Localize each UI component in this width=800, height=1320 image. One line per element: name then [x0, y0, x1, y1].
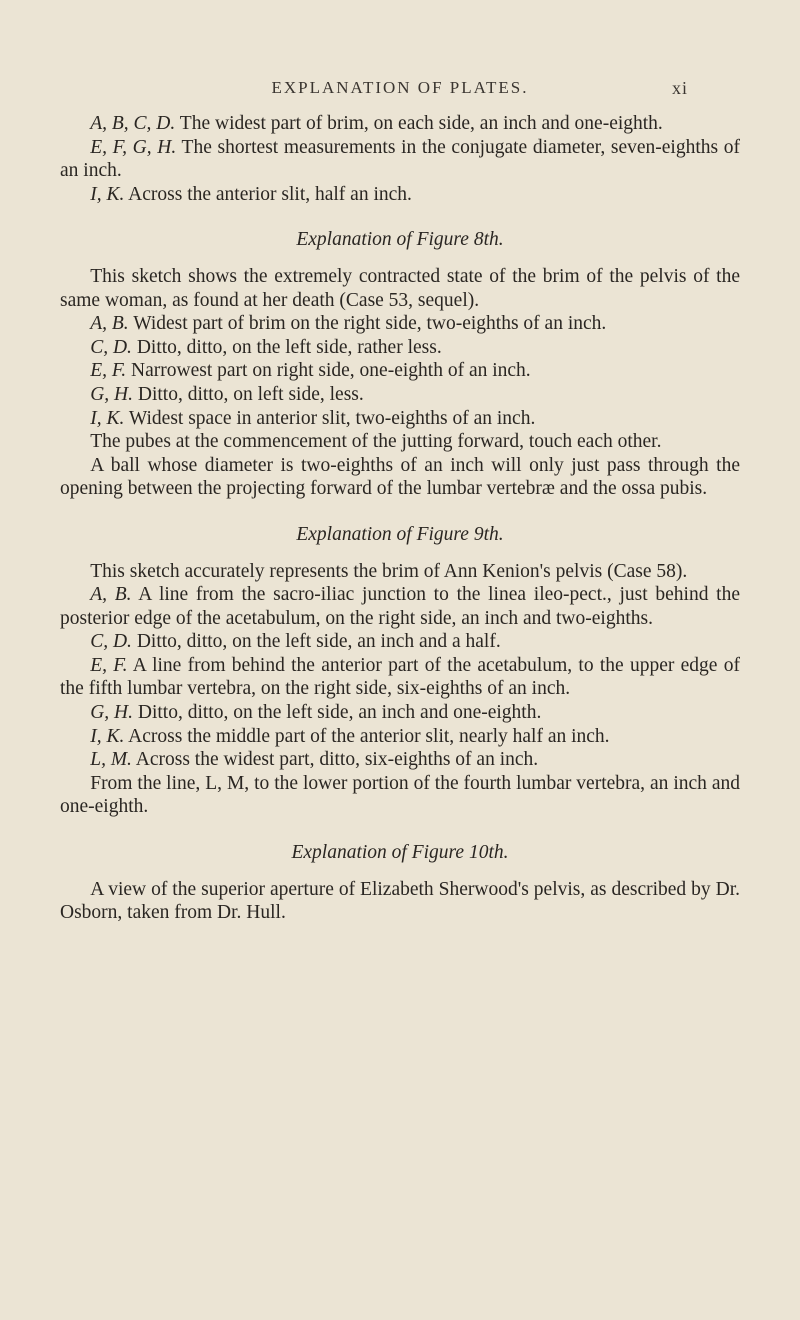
page-number: xi: [671, 78, 688, 98]
fig8-note: A ball whose diameter is two-eighths of an inch will only just pass through the opening between the projecting forward of the lumbar vertebræ and the ossa pubis.: [60, 454, 740, 500]
item-text: Ditto, ditto, on the left side, an inch and a half.: [136, 631, 501, 653]
item-label: E, F, G, H.: [90, 136, 177, 158]
fig9-item: [60, 630, 740, 654]
fig9-item: [60, 654, 740, 701]
item-label: E, F.: [90, 360, 127, 382]
item-label: G, H.: [90, 383, 134, 405]
item-text: A line from behind the anterior part of the acetabulum, to the upper edge of the fifth lumbar vertebra, on the right side, six-eighths of an inch.: [60, 654, 740, 700]
item-text: Ditto, ditto, on the left side, rather less.: [136, 336, 442, 358]
intro-item: [60, 136, 740, 183]
running-head-title: EXPLANATION OF PLATES.: [271, 78, 529, 97]
fig9-item: [60, 583, 740, 630]
fig8-note: The pubes at the commencement of the jutting forward, touch each other.: [90, 431, 662, 453]
item-text: Ditto, ditto, on the left side, an inch and one-eighth.: [137, 702, 542, 724]
section-lead: This sketch shows the extremely contracted state of the brim of the pelvis of the same woman, as found at her death (Case 53, sequel).: [60, 265, 740, 311]
item-text: A line from the sacro-iliac junction to the linea ileo-pect., just behind the posterior edge of the acetabulum, on the right side, an inch and two-eighths.: [60, 584, 741, 629]
fig8-item: [60, 383, 740, 407]
section-heading-figure-8: Explanation of Figure 8th.: [296, 229, 504, 251]
item-label: A, B.: [90, 584, 132, 606]
fig9-item: [60, 748, 740, 772]
item-label: I, K.: [90, 183, 125, 205]
fig9-item: [60, 725, 740, 749]
item-text: Widest space in anterior slit, two-eighths of an inch.: [128, 407, 536, 429]
section-lead: This sketch accurately represents the brim of Ann Kenion's pelvis (Case 58).: [90, 560, 688, 582]
section-heading-figure-9: Explanation of Figure 9th.: [296, 523, 504, 545]
item-label: E, F.: [90, 654, 128, 676]
item-text: Ditto, ditto, on left side, less.: [137, 383, 364, 405]
item-label: I, K.: [90, 725, 125, 747]
item-label: C, D.: [90, 336, 132, 358]
fig8-item: [60, 407, 740, 431]
item-text: Across the widest part, ditto, six-eighths of an inch.: [135, 749, 539, 771]
item-text: The widest part of brim, on each side, an inch and one-eighth.: [179, 113, 663, 134]
running-head: [0, 78, 800, 102]
item-label: I, K.: [90, 407, 125, 429]
section-heading-figure-10: Explanation of Figure 10th.: [291, 842, 509, 864]
fig9-note: From the line, L, M, to the lower portion of the fourth lumbar vertebra, an inch and one-eighth.: [60, 772, 740, 818]
item-text: Across the anterior slit, half an inch.: [128, 183, 412, 205]
fig9-item: [60, 701, 740, 725]
item-text: Narrowest part on right side, one-eighth of an inch.: [131, 360, 531, 382]
fig8-item: [60, 336, 740, 360]
item-text: Widest part of brim on the right side, two-eighths of an inch.: [133, 313, 607, 335]
item-label: L, M.: [90, 749, 132, 771]
item-label: G, H.: [90, 702, 134, 724]
intro-item: [60, 183, 740, 207]
item-label: A, B, C, D.: [90, 113, 176, 134]
section-lead: A view of the superior aperture of Elizabeth Sherwood's pelvis, as described by Dr. Osborn, taken from Dr. Hull.: [60, 878, 740, 924]
item-label: A, B.: [90, 313, 129, 335]
item-text: The shortest measurements in the conjugate diameter, seven-eighths of an inch.: [60, 136, 740, 182]
item-label: C, D.: [90, 631, 132, 653]
intro-item: [60, 112, 740, 136]
fig8-item: [60, 312, 740, 336]
body-text: [60, 112, 740, 925]
item-text: Across the middle part of the anterior slit, nearly half an inch.: [128, 725, 610, 747]
fig8-item: [60, 359, 740, 383]
